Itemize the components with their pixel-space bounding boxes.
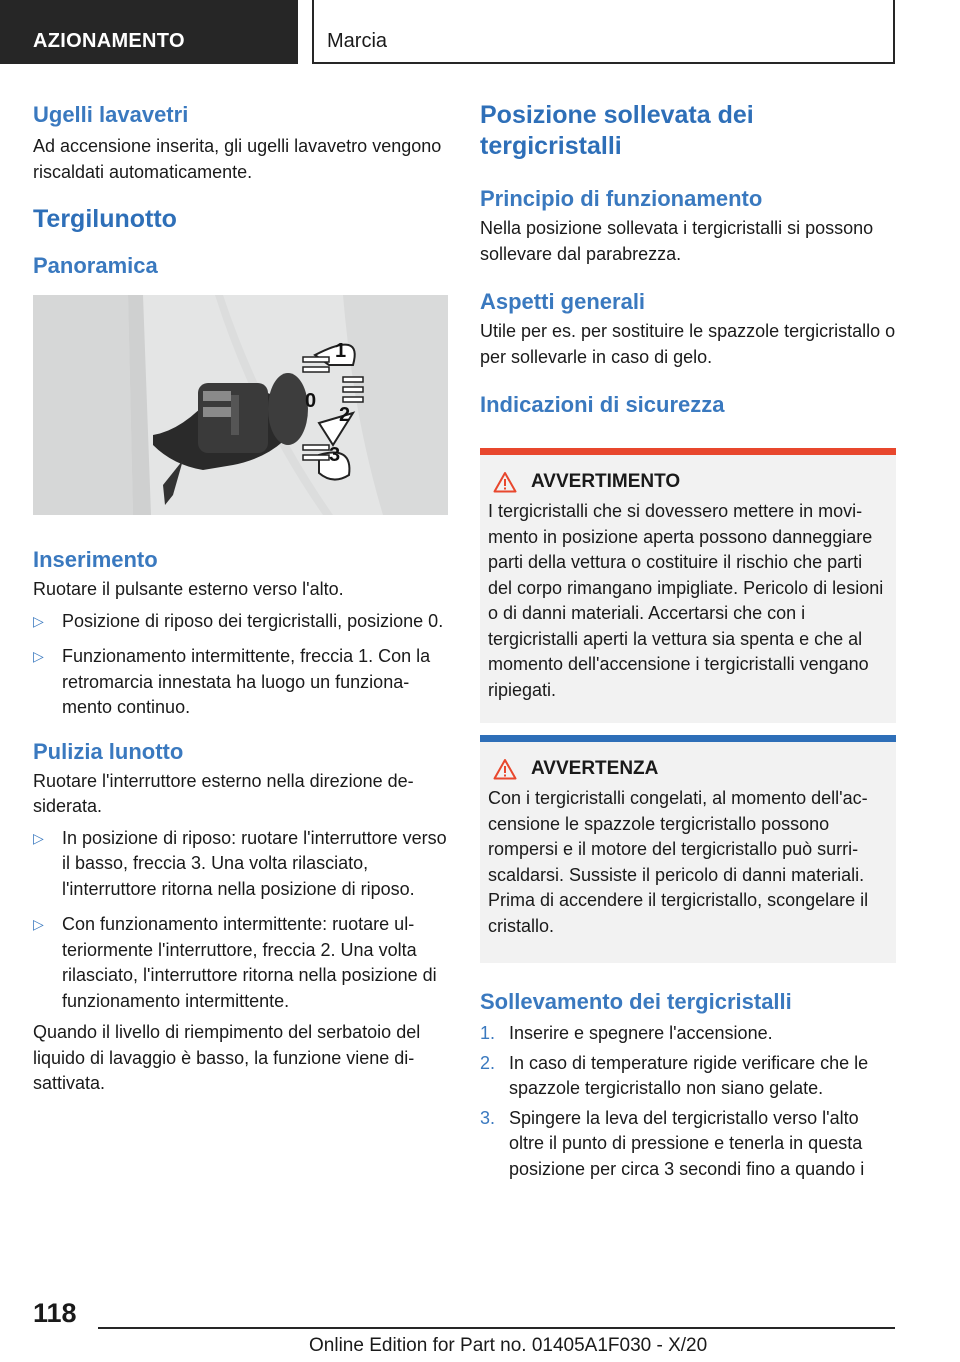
- triangle-bullet-icon: ▷: [33, 612, 44, 629]
- nozzles-heading: Ugelli lavavetri: [33, 102, 189, 127]
- notice-text: Con i tergicristalli congelati, al momento dell'accensione le spazzole tergicristallo possono rompersi e il motore del tergicristallo può surriscaldarsi. Sussiste il pericolo di danni materiali. Prima di accendere il tergicristallo, scongelare il cristallo.: [488, 788, 869, 936]
- clean-text: Ruotare l'interruttore esterno nella direzione desiderata.: [33, 770, 414, 816]
- notice-label: AVVERTENZA: [531, 758, 659, 779]
- warning-box: [480, 448, 896, 723]
- insert-text: Ruotare il pulsante esterno verso l'alto.: [33, 579, 344, 599]
- triangle-bullet-icon: ▷: [33, 648, 44, 664]
- position-label-0: 0: [305, 390, 317, 412]
- warning-triangle-icon: [493, 758, 517, 780]
- list-item: ▷ In posizione di riposo: ruotare l'interruttore verso il basso, freccia 3. Una volta rilasciato, l'interruttore ritorna nella posizione di riposo.: [33, 827, 447, 899]
- principle-text: Nella posizione sollevata i tergicristalli si possono sollevare dal parabrezza.: [480, 218, 874, 264]
- triangle-bullet-icon: ▷: [33, 829, 44, 846]
- general-text: Utile per es. per sostituire le spazzole tergicristallo o per sollevarle in caso di gelo.: [480, 321, 896, 367]
- list-item: ▷ Con funzionamento intermittente: ruotare ulteriormente l'interruttore, freccia 2. Una volta rilasciato, l'interruttore ritorna nella posizione di funzionamento intermittente.: [33, 914, 437, 1011]
- right-column: [480, 100, 896, 1182]
- lift-steps-list: [480, 1021, 896, 1182]
- raised-position-heading: Posizione sollevata dei tergicristalli: [480, 101, 754, 160]
- list-item: ▷ Posizione di riposo dei tergicristalli, posizione 0.: [33, 609, 449, 635]
- list-item: 1. Inserire e spegnere l'accensione.: [480, 1023, 773, 1043]
- safety-heading: Indicazioni di sicurezza: [480, 392, 725, 417]
- footer-divider: [98, 1327, 895, 1329]
- clean-heading: Pulizia lunotto: [33, 738, 184, 764]
- principle-heading: Principio di funzionamento: [480, 186, 763, 211]
- arrow-label-2: 2: [339, 404, 351, 426]
- wiper-lever-illustration: [33, 295, 448, 515]
- closing-text: Quando il livello di riempimento del serbatoio del liquido di lavaggio è basso, la funzione viene disattivata.: [33, 1022, 421, 1093]
- edition-text: Online Edition for Part no. 01405A1F030 - X/20: [309, 1335, 708, 1356]
- chapter-header: Marcia: [312, 0, 895, 64]
- warning-label: AVVERTIMENTO: [531, 471, 681, 492]
- section-header: AZIONAMENTO: [0, 0, 298, 64]
- arrow-label-1: 1: [335, 340, 347, 362]
- wiper-lever-figure: [33, 295, 448, 515]
- nozzles-text: Ad accensione inserita, gli ugelli lavavetro vengono riscaldati automaticamente.: [33, 136, 442, 182]
- list-item: 2. In caso di temperature rigide verificare che le spazzole tergicristallo non siano gelate.: [480, 1052, 869, 1098]
- overview-heading: Panoramica: [33, 253, 158, 278]
- left-column: [33, 100, 449, 1097]
- triangle-bullet-icon: ▷: [33, 916, 44, 932]
- notice-box: [480, 735, 896, 963]
- general-heading: Aspetti generali: [480, 289, 646, 314]
- page-number: 118: [33, 1298, 77, 1328]
- warning-text: I tergicristalli che si dovessero mettere in movimento in posizione aperta possono danneggiare parti della vettura o costituire il rischio che parti del corpo rimangano impigliate. Pericolo di lesioni o di danni materiali. Accertarsi che con i tergicristalli aperti la vettura sia spenta e che al momento dell'accensione i tergicristalli vengano ripiegati.: [488, 501, 884, 700]
- arrow-label-3: 3: [329, 444, 341, 466]
- list-item: ▷ Funzionamento intermittente, freccia 1. Con la retromarcia innestata ha luogo un funzionamento continuo.: [33, 646, 431, 717]
- insert-heading: Inserimento: [33, 547, 158, 572]
- clean-list: [33, 826, 449, 1015]
- insert-list: [33, 609, 449, 721]
- warning-triangle-icon: [493, 471, 517, 493]
- list-item: 3. Spingere la leva del tergicristallo verso l'alto oltre il punto di pressione e tenerla in questa posizione per circa 3 secondi fino a quando i: [480, 1107, 865, 1179]
- rear-wiper-heading: Tergilunotto: [33, 205, 177, 233]
- lift-heading: Sollevamento dei tergicristalli: [480, 989, 792, 1014]
